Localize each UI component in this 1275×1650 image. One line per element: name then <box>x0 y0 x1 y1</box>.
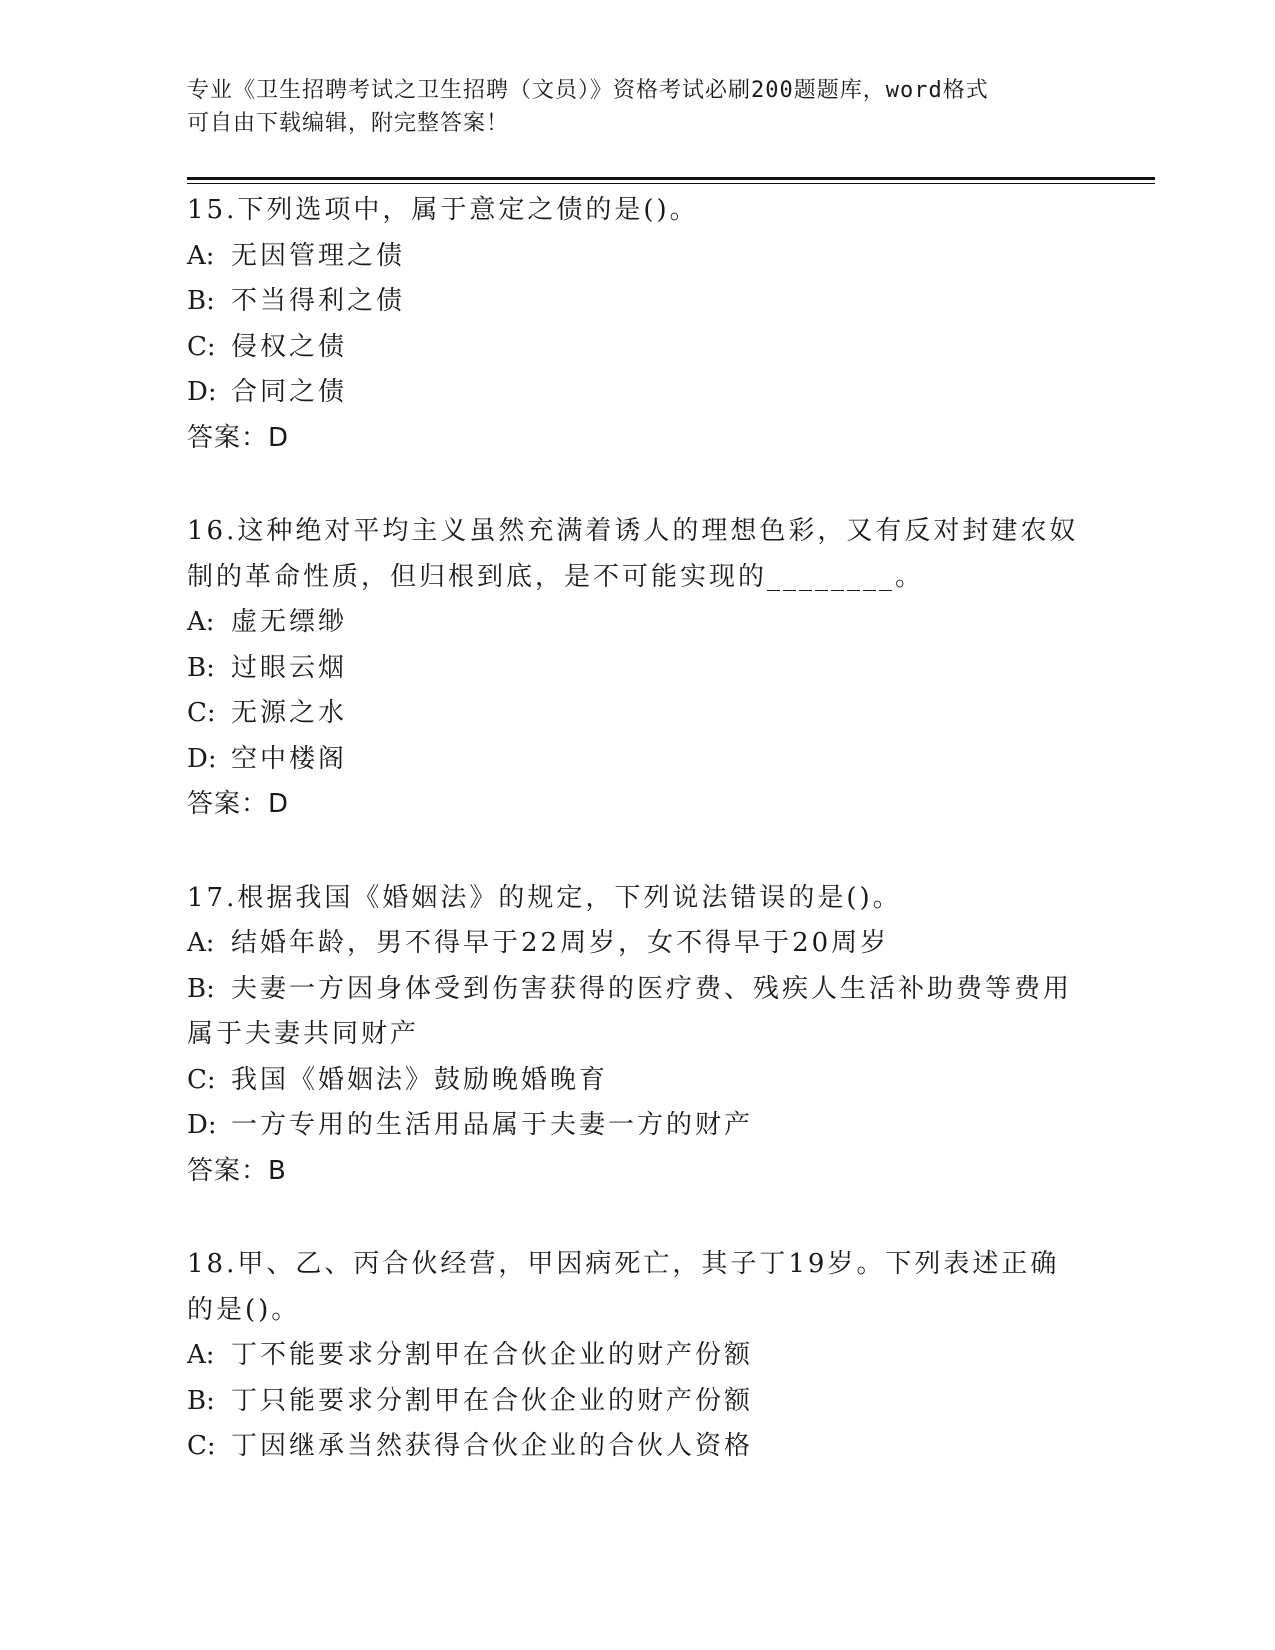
option-text: 丁不能要求分割甲在合伙企业的财产份额 <box>231 1340 754 1370</box>
option-text: 无源之水 <box>231 698 348 728</box>
option-text: 丁因继承当然获得合伙企业的合伙人资格 <box>231 1431 754 1461</box>
option-b <box>187 967 1087 1058</box>
header-line-1: 专业《卫生招聘考试之卫生招聘（文员）》资格考试必刷200题题库，word格式 <box>187 78 989 103</box>
question-15 <box>187 188 1087 461</box>
option-text: 空中楼阁 <box>231 743 348 774</box>
option-letter: C: <box>187 1064 216 1095</box>
option-b <box>187 279 1087 325</box>
option-letter: D: <box>187 377 217 407</box>
option-text: 结婚年龄，男不得早于22周岁，女不得早于20周岁 <box>231 928 890 958</box>
option-text: 不当得利之债 <box>231 286 406 316</box>
option-a <box>187 234 1087 280</box>
question-17 <box>187 876 1087 1195</box>
option-letter: A: <box>187 928 215 958</box>
option-a <box>187 921 1087 967</box>
option-text: 侵权之债 <box>231 331 348 362</box>
option-c <box>187 1424 1087 1470</box>
question-16 <box>187 509 1087 828</box>
question-18 <box>187 1242 1087 1470</box>
option-c <box>187 691 1087 737</box>
option-text: 我国《婚姻法》鼓励晚婚晚育 <box>231 1064 609 1095</box>
option-letter: A: <box>187 607 215 637</box>
option-c <box>187 1058 1087 1104</box>
header-divider-thin <box>187 183 1155 184</box>
option-letter: D: <box>187 743 217 774</box>
option-text: 无因管理之债 <box>231 240 406 271</box>
option-letter: B: <box>187 652 215 683</box>
option-text: 合同之债 <box>231 377 348 407</box>
question-stem: 15.下列选项中，属于意定之债的是()。 <box>187 195 699 225</box>
option-d <box>187 370 1087 416</box>
answer-line: 答案：B <box>187 1155 287 1186</box>
document-header <box>187 74 1087 140</box>
answer-line: 答案：D <box>187 789 290 819</box>
option-letter: B: <box>187 1385 215 1416</box>
option-c <box>187 325 1087 371</box>
option-d <box>187 737 1087 783</box>
option-letter: C: <box>187 331 216 362</box>
question-stem: 18.甲、乙、丙合伙经营，甲因病死亡，其子丁19岁。下列表述正确的是()。 <box>187 1249 1060 1325</box>
option-b <box>187 646 1087 692</box>
option-text: 一方专用的生活用品属于夫妻一方的财产 <box>231 1110 754 1140</box>
option-letter: C: <box>187 698 216 728</box>
option-text: 虚无缥缈 <box>231 607 348 637</box>
option-a <box>187 1333 1087 1379</box>
option-text: 丁只能要求分割甲在合伙企业的财产份额 <box>231 1385 754 1416</box>
option-letter: C: <box>187 1431 216 1461</box>
question-stem: 17.根据我国《婚姻法》的规定，下列说法错误的是()。 <box>187 882 902 913</box>
option-text: 夫妻一方因身体受到伤害获得的医疗费、残疾人生活补助费等费用属于夫妻共同财产 <box>187 973 1073 1049</box>
option-letter: B: <box>187 973 215 1004</box>
header-line-2: 可自由下载编辑，附完整答案！ <box>187 111 510 136</box>
question-stem: 16.这种绝对平均主义虽然充满着诱人的理想色彩，又有反对封建农奴制的革命性质，但归根到底，是不可能实现的________。 <box>187 516 1079 592</box>
option-b <box>187 1379 1087 1425</box>
option-letter: B: <box>187 286 215 316</box>
option-letter: D: <box>187 1110 217 1140</box>
answer-line: 答案：D <box>187 422 290 453</box>
option-letter: A: <box>187 1340 215 1370</box>
header-divider-thick <box>187 177 1155 180</box>
option-letter: A: <box>187 240 215 271</box>
question-list <box>187 188 1087 1518</box>
option-a <box>187 600 1087 646</box>
option-text: 过眼云烟 <box>231 652 348 683</box>
option-d <box>187 1103 1087 1149</box>
